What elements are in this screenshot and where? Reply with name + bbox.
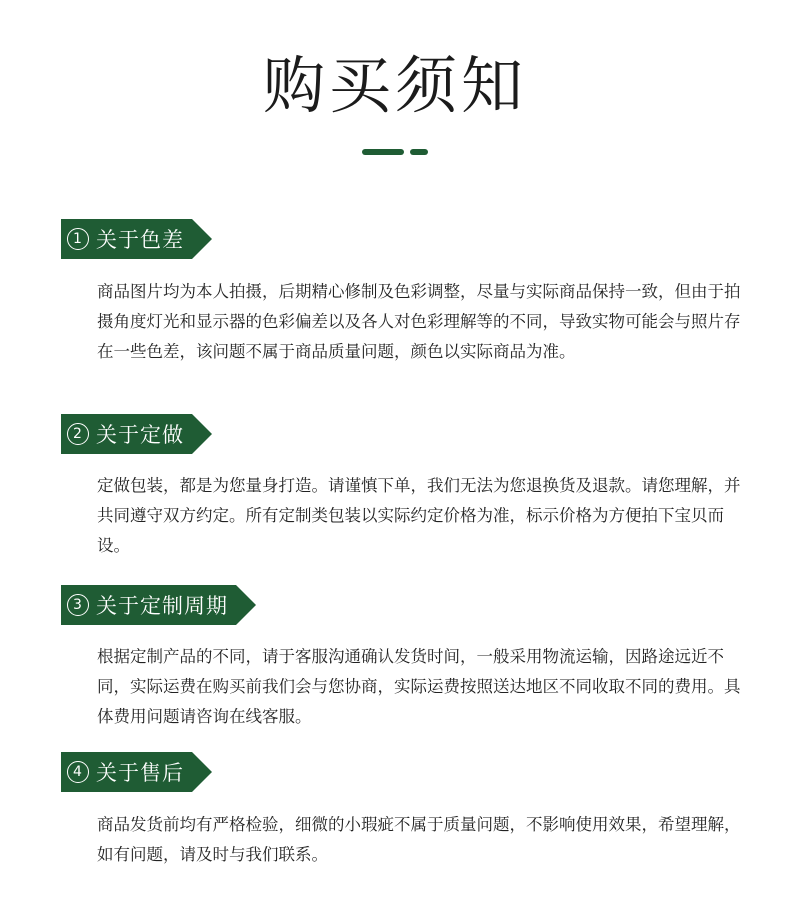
section-heading-bar bbox=[61, 414, 192, 454]
section-heading-production-cycle bbox=[61, 585, 256, 625]
title-divider-long bbox=[362, 149, 404, 155]
section-heading-label: 关于定做 bbox=[96, 423, 184, 447]
section-heading-bar bbox=[61, 752, 192, 792]
section-body-custom-order: 定做包装，都是为您量身打造。请谨慎下单，我们无法为您退换货及退款。请您理解，并共同遵守双方约定。所有定制类包装以实际约定价格为准，标示价格为方便拍下宝贝而设。 bbox=[97, 476, 741, 555]
heading-arrow-icon bbox=[192, 219, 212, 259]
section-heading-bar bbox=[61, 219, 192, 259]
heading-arrow-icon bbox=[192, 414, 212, 454]
section-heading-after-sales bbox=[61, 752, 212, 792]
section-heading-color-difference bbox=[61, 219, 212, 259]
section-heading-label: 关于售后 bbox=[96, 761, 184, 785]
section-heading-label: 关于色差 bbox=[96, 228, 184, 252]
section-body-after-sales: 商品发货前均有严格检验，细微的小瑕疵不属于质量问题，不影响使用效果，希望理解，如有问题，请及时与我们联系。 bbox=[97, 815, 741, 864]
circled-number-icon: 3 bbox=[67, 594, 89, 616]
page-title: 购买须知 bbox=[262, 49, 527, 122]
circled-number-icon: 2 bbox=[67, 423, 89, 445]
heading-arrow-icon bbox=[192, 752, 212, 792]
circled-number-icon: 4 bbox=[67, 761, 89, 783]
section-heading-label: 关于定制周期 bbox=[96, 594, 228, 618]
circled-number-icon: 1 bbox=[67, 228, 89, 250]
section-body-color-difference: 商品图片均为本人拍摄，后期精心修制及色彩调整，尽量与实际商品保持一致，但由于拍摄角度灯光和显示器的色彩偏差以及各人对色彩理解等的不同，导致实物可能会与照片存在一些色差，该问题不属于商品质量问题，颜色以实际商品为准。 bbox=[97, 282, 741, 361]
section-body-production-cycle: 根据定制产品的不同，请于客服沟通确认发货时间，一般采用物流运输，因路途远近不同，实际运费在购买前我们会与您协商，实际运费按照送达地区不同收取不同的费用。具体费用问题请咨询在线客服。 bbox=[97, 647, 741, 726]
section-heading-custom-order bbox=[61, 414, 212, 454]
title-divider-short bbox=[410, 149, 428, 155]
heading-arrow-icon bbox=[236, 585, 256, 625]
section-heading-bar bbox=[61, 585, 236, 625]
